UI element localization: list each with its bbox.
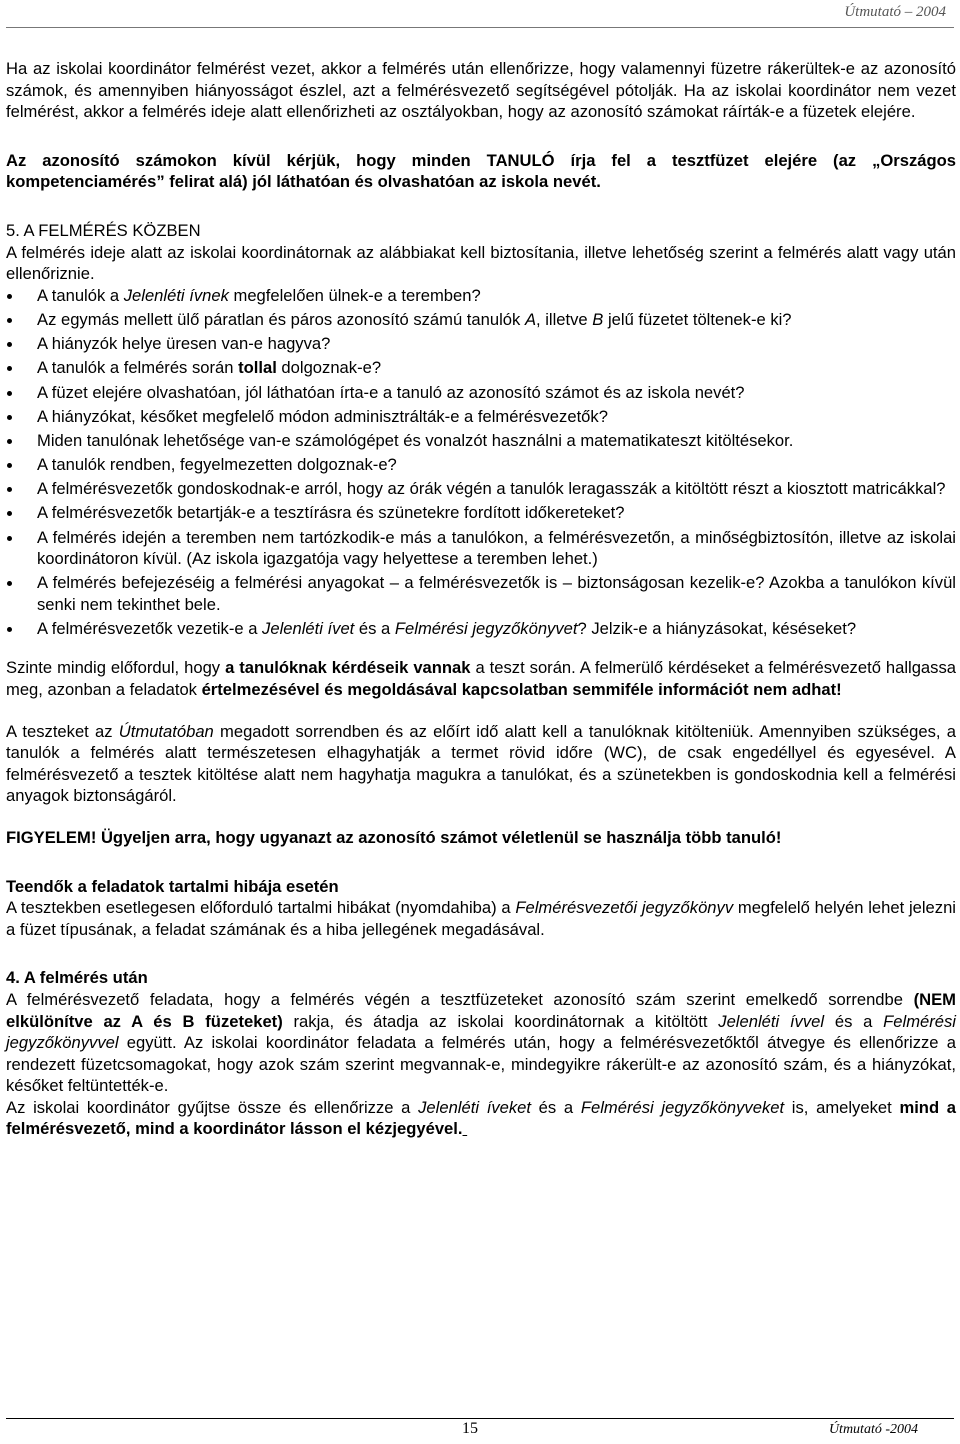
page-number: 15	[462, 1420, 478, 1437]
list-item: A felmérés befejezéséig a felmérési anyagokat – a felmérésvezetők is – biztonságosan kezelik-e? Azokba a tanulókon kívül senki nem tekinthet bele.	[6, 572, 956, 615]
document-body	[6, 58, 956, 1140]
list-item: A tanulók a Jelenléti ívnek megfelelően ülnek-e a teremben?	[6, 285, 956, 307]
section-4-heading: 4. A felmérés után	[6, 968, 148, 988]
footer-title: Útmutató -2004	[828, 1422, 918, 1437]
paragraph-content-errors: A tesztekben esetlegesen előforduló tartalmi hibákat (nyomdahiba) a Felmérésvezetői jegyzőkönyv megfelelő helyén lehet jelezni a füzet típusának, a feladat számának és a hiba jellegének megadásával.	[6, 898, 956, 939]
paragraph-coordinator-check: Ha az iskolai koordinátor felmérést vezet, akkor a felmérés után ellenőrizze, hogy valamennyi füzetre rákerültek-e az azonosító számok, és amennyiben hiányosságot észlel, azt a felmérésvezető segítségével pótolják. Ha az iskolai koordinátor nem vezet felmérést, akkor a felmérés ideje alatt ellenőrizheti az osztályokban, hogy az azonosító számokat ráírták-e a füzetek elejére.	[6, 59, 956, 122]
list-item: A felmérésvezetők gondoskodnak-e arról, hogy az órák végén a tanulók leragasszák a kitöltött részt a kiosztott matricákkal?	[6, 478, 956, 500]
list-item: A felmérés idején a teremben nem tartózkodik-e más a tanulókon, a felmérésvezetőn, a minőségbiztosítón, illetve az iskolai koordinátoron kívül. (Az iskola igazgatója vagy helyettese a teremben lehet.)	[6, 527, 956, 570]
header-rule	[6, 27, 954, 28]
paragraph-after-survey: A felmérésvezető feladata, hogy a felmérés végén a tesztfüzeteket azonosító szám szerint emelkedő sorrendbe (NEM elkülönítve az A és B füzeteket) rakja, és átadja az iskolai koordinátornak a kitöltött Jelenléti ívvel és a Felmérési jegyzőkönyvvel együtt. Az iskolai koordinátor feladata a felmérés után, hogy a felmérésvezetőktől átvegye és ellenőrizze a rendezett füzetcsomagokat, hogy azok szám szerint megvannak-e, mindegyikre rákerült-e az azonosító szám, és a hiányzókat, későket feltüntették-e.	[6, 989, 956, 1096]
footer-rule	[6, 1418, 954, 1419]
list-item: A tanulók a felmérés során tollal dolgoznak-e?	[6, 357, 956, 379]
list-item: A hiányzókat, későket megfelelő módon adminisztrálták-e a felmérésvezetők?	[6, 406, 956, 428]
list-item: Az egymás mellett ülő páratlan és páros azonosító számú tanulók A, illetve B jelű füzetet töltenek-e ki?	[6, 309, 956, 331]
list-item: A tanulók rendben, fegyelmezetten dolgoznak-e?	[6, 454, 956, 476]
list-item: A felmérésvezetők vezetik-e a Jelenléti ívet és a Felmérési jegyzőkönyvet? Jelzik-e a hiányzásokat, késéseket?	[6, 618, 956, 640]
list-item: A füzet elejére olvashatóan, jól láthatóan írta-e a tanuló az azonosító számot és az iskola nevét?	[6, 382, 956, 404]
list-item: A hiányzók helye üresen van-e hagyva?	[6, 333, 956, 355]
school-name-request: Az azonosító számokon kívül kérjük, hogy minden TANULÓ írja fel a tesztfüzet elejére (az „Országos kompetenciamérés” felirat alá) jól láthatóan és olvashatóan az iskola nevét.	[6, 150, 956, 192]
paragraph-school-name	[6, 150, 956, 193]
paragraph-coordinator-collect: Az iskolai koordinátor gyűjtse össze és ellenőrizze a Jelenléti íveket és a Felmérési jegyzőkönyveket is, amelyeket mind a felmérésvezető, mind a koordinátor lásson el kézjegyével.	[6, 1097, 957, 1139]
errors-heading: Teendők a feladatok tartalmi hibája esetén	[6, 876, 339, 896]
running-header: Útmutató – 2004	[844, 4, 946, 20]
paragraph-student-questions: Szinte mindig előfordul, hogy a tanulóknak kérdéseik vannak a teszt során. A felmerülő kérdéseket a felmérésvezető hallgassa meg, azonban a feladatok értelmezésével és megoldásával kapcsolatban semmiféle információt nem adhat!	[6, 658, 956, 699]
warning-text: FIGYELEM! Ügyeljen arra, hogy ugyanazt az azonosító számot véletlenül se használja több tanuló!	[6, 827, 782, 847]
paragraph-warning	[6, 827, 956, 849]
paragraph-test-order: A teszteket az Útmutatóban megadott sorrendben és az előírt idő alatt kell a tanulóknak kitölteniük. Amennyiben szükséges, a tanulók a felmérés alatt természetesen elhagyhatják a termet rövid időre (WC), de csak engedéllyel és egyesével. A felmérésvezető a tesztek kitöltése alatt nem hagyhatja magukra a tanulókat, és a szünetekben is gondoskodnia kell a felmérési anyagok biztonságáról.	[6, 721, 956, 806]
list-item: A felmérésvezetők betartják-e a tesztírásra és szünetekre fordított időkereteket?	[6, 502, 956, 524]
section-5-intro: A felmérés ideje alatt az iskolai koordinátornak az alábbiakat kell biztosítania, illetve lehetőség szerint a felmérés alatt vagy után ellenőriznie.	[6, 242, 956, 284]
section-5-heading: 5. A FELMÉRÉS KÖZBEN	[6, 220, 201, 240]
list-item: Miden tanulónak lehetősége van-e számológépet és vonalzót használni a matematikateszt kitöltésekor.	[6, 430, 956, 452]
checklist	[6, 285, 956, 640]
